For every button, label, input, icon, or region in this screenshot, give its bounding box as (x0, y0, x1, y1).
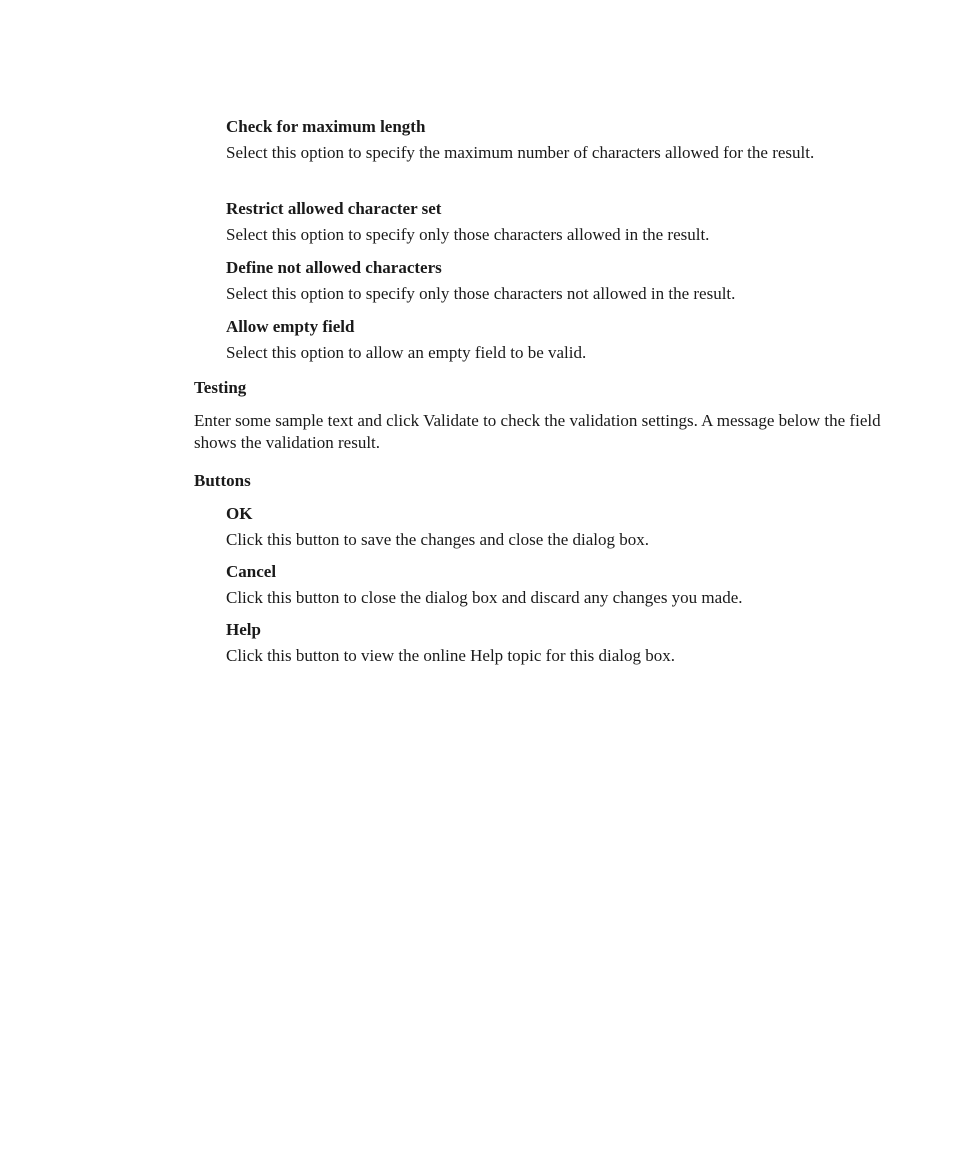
option-description: Select this option to allow an empty field to be valid. (226, 343, 587, 362)
button-description: Click this button to view the online Help topic for this dialog box. (226, 646, 676, 665)
option-description: Select this option to specify only those characters not allowed in the result. (226, 284, 736, 303)
button-entry-ok (226, 503, 876, 561)
testing-heading: Testing (194, 378, 247, 397)
option-term: Allow empty field (226, 317, 355, 336)
button-entry-help (226, 619, 876, 667)
option-term: Check for maximum length (226, 117, 426, 136)
button-term: Cancel (226, 562, 277, 581)
option-term: Define not allowed characters (226, 258, 442, 277)
option-entry-allow-empty (226, 316, 876, 364)
button-entry-cancel (226, 561, 876, 619)
testing-body: Enter some sample text and click Validate to check the validation settings. A message below the field shows the validation result. (194, 411, 881, 452)
validation-options-list (226, 116, 876, 364)
option-entry-restrict-charset (226, 198, 876, 257)
buttons-heading: Buttons (194, 471, 251, 490)
option-description: Select this option to specify only those characters allowed in the result. (226, 225, 710, 244)
buttons-list (226, 503, 876, 667)
option-entry-not-allowed-chars (226, 257, 876, 316)
button-description: Click this button to save the changes and close the dialog box. (226, 530, 650, 549)
button-description: Click this button to close the dialog box and discard any changes you made. (226, 588, 743, 607)
button-term: Help (226, 620, 261, 639)
button-term: OK (226, 504, 253, 523)
option-term: Restrict allowed character set (226, 199, 442, 218)
option-description: Select this option to specify the maximum number of characters allowed for the result. (226, 143, 815, 162)
option-entry-max-length (226, 116, 876, 198)
